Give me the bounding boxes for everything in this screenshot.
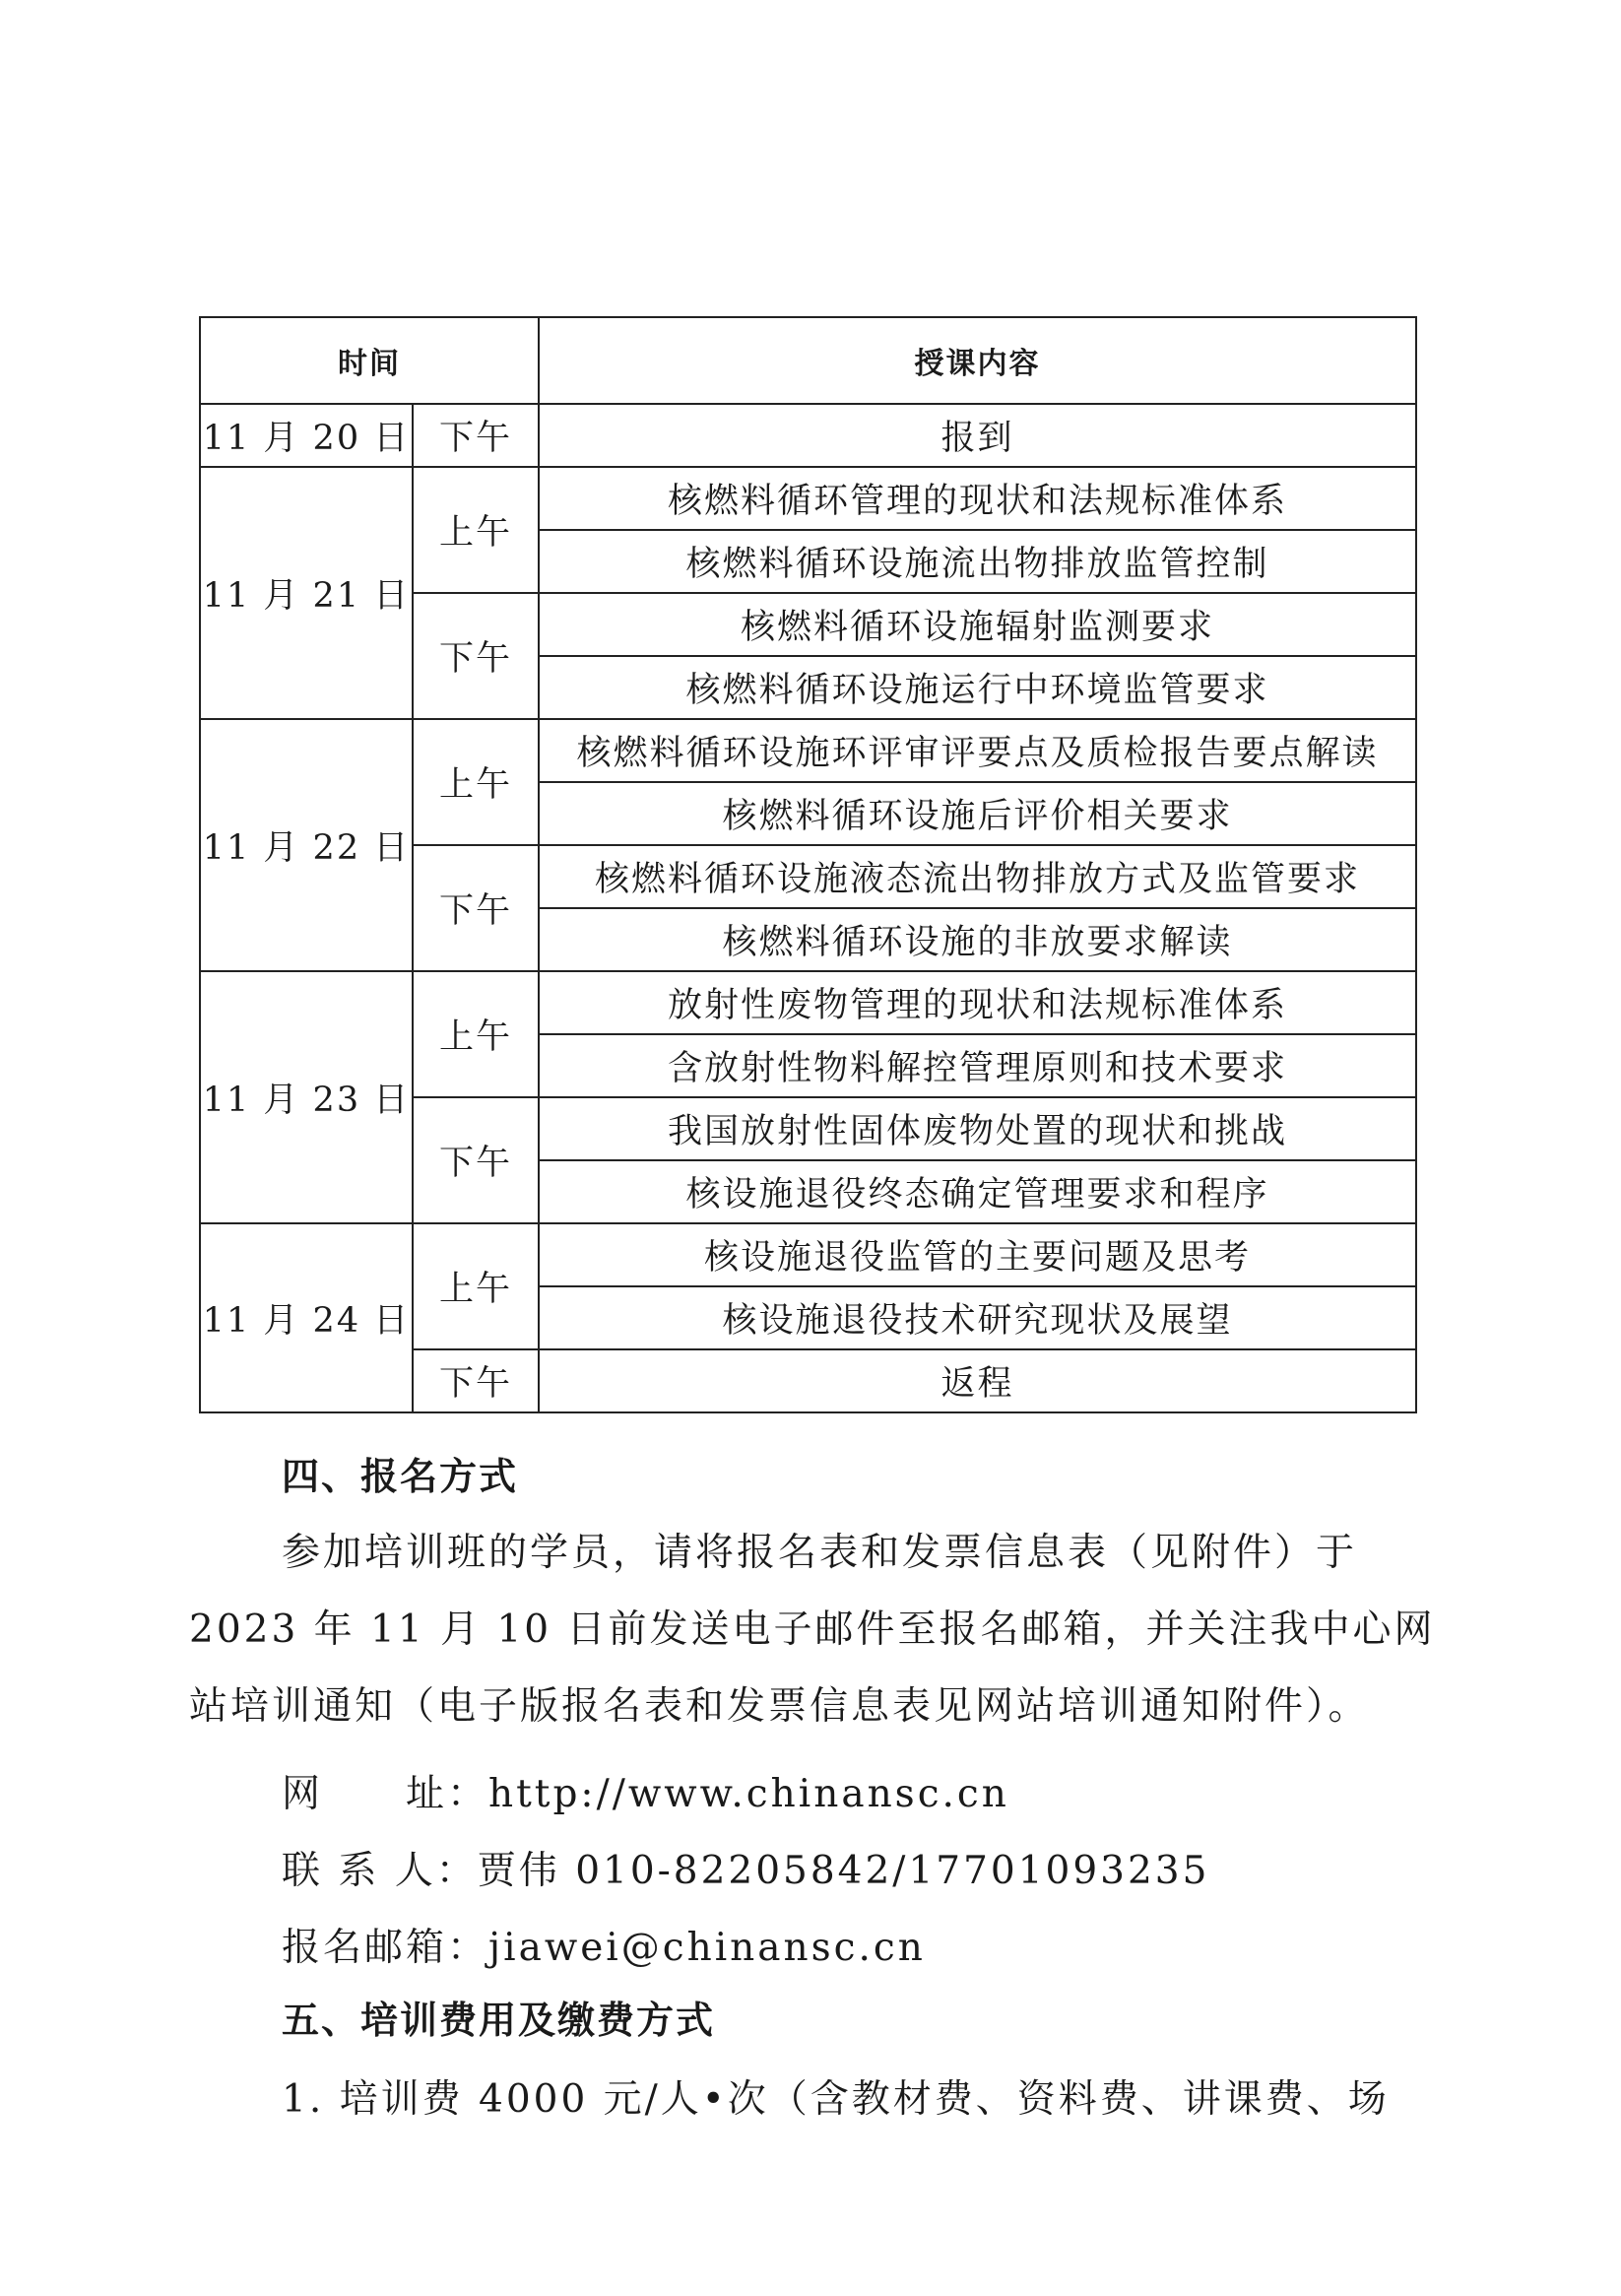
date-cell: 11 月 23 日 — [200, 971, 413, 1223]
section-heading-fees: 五、培训费用及缴费方式 — [282, 1999, 716, 2042]
registration-text-line-3: 站培训通知（电子版报名表和发票信息表见网站培训通知附件）。 — [189, 1684, 1370, 1729]
contact-line: 联 系 人：贾伟 010-82205842/17701093235 — [282, 1849, 1210, 1893]
header-time: 时间 — [200, 317, 539, 404]
period-cell: 下午 — [413, 845, 539, 971]
content-cell: 含放射性物料解控管理原则和技术要求 — [539, 1034, 1416, 1097]
email-line: 报名邮箱：jiawei@chinansc.cn — [282, 1926, 926, 1970]
registration-text-line-2: 2023 年 11 月 10 日前发送电子邮件至报名邮箱，并关注我中心网 — [189, 1607, 1436, 1652]
period-cell: 上午 — [413, 1223, 539, 1349]
training-schedule-table — [199, 316, 1417, 1413]
table-row — [200, 1223, 1416, 1286]
date-cell: 11 月 22 日 — [200, 719, 413, 971]
registration-text-line-1: 参加培训班的学员，请将报名表和发票信息表（见附件）于 — [282, 1531, 1358, 1575]
content-cell: 报到 — [539, 404, 1416, 467]
content-cell: 核设施退役终态确定管理要求和程序 — [539, 1160, 1416, 1223]
content-cell: 核燃料循环设施环评审评要点及质检报告要点解读 — [539, 719, 1416, 782]
content-cell: 核燃料循环设施流出物排放监管控制 — [539, 530, 1416, 593]
table-row — [200, 971, 1416, 1034]
period-cell: 上午 — [413, 971, 539, 1097]
date-cell: 11 月 20 日 — [200, 404, 413, 467]
header-content: 授课内容 — [539, 317, 1416, 404]
content-cell: 核燃料循环设施辐射监测要求 — [539, 593, 1416, 656]
section-heading-registration: 四、报名方式 — [282, 1455, 519, 1498]
period-cell: 上午 — [413, 719, 539, 845]
date-cell: 11 月 21 日 — [200, 467, 413, 719]
content-cell: 核燃料循环设施后评价相关要求 — [539, 782, 1416, 845]
period-cell: 下午 — [413, 1097, 539, 1223]
content-cell: 核燃料循环管理的现状和法规标准体系 — [539, 467, 1416, 530]
date-cell: 11 月 24 日 — [200, 1223, 413, 1412]
table-row — [200, 719, 1416, 782]
content-cell: 我国放射性固体废物处置的现状和挑战 — [539, 1097, 1416, 1160]
content-cell: 返程 — [539, 1349, 1416, 1412]
website-line: 网 址：http://www.chinansc.cn — [282, 1772, 1009, 1816]
content-cell: 放射性废物管理的现状和法规标准体系 — [539, 971, 1416, 1034]
fees-text-line-1: 1. 培训费 4000 元/人•次（含教材费、资料费、讲课费、场 — [282, 2077, 1390, 2122]
table-row — [200, 404, 1416, 467]
period-cell: 上午 — [413, 467, 539, 593]
table-header-row — [200, 317, 1416, 404]
content-cell: 核设施退役技术研究现状及展望 — [539, 1286, 1416, 1349]
content-cell: 核燃料循环设施液态流出物排放方式及监管要求 — [539, 845, 1416, 908]
period-cell: 下午 — [413, 404, 539, 467]
period-cell: 下午 — [413, 593, 539, 719]
content-cell: 核燃料循环设施运行中环境监管要求 — [539, 656, 1416, 719]
content-cell: 核燃料循环设施的非放要求解读 — [539, 908, 1416, 971]
content-cell: 核设施退役监管的主要问题及思考 — [539, 1223, 1416, 1286]
period-cell: 下午 — [413, 1349, 539, 1412]
table-row — [200, 467, 1416, 530]
